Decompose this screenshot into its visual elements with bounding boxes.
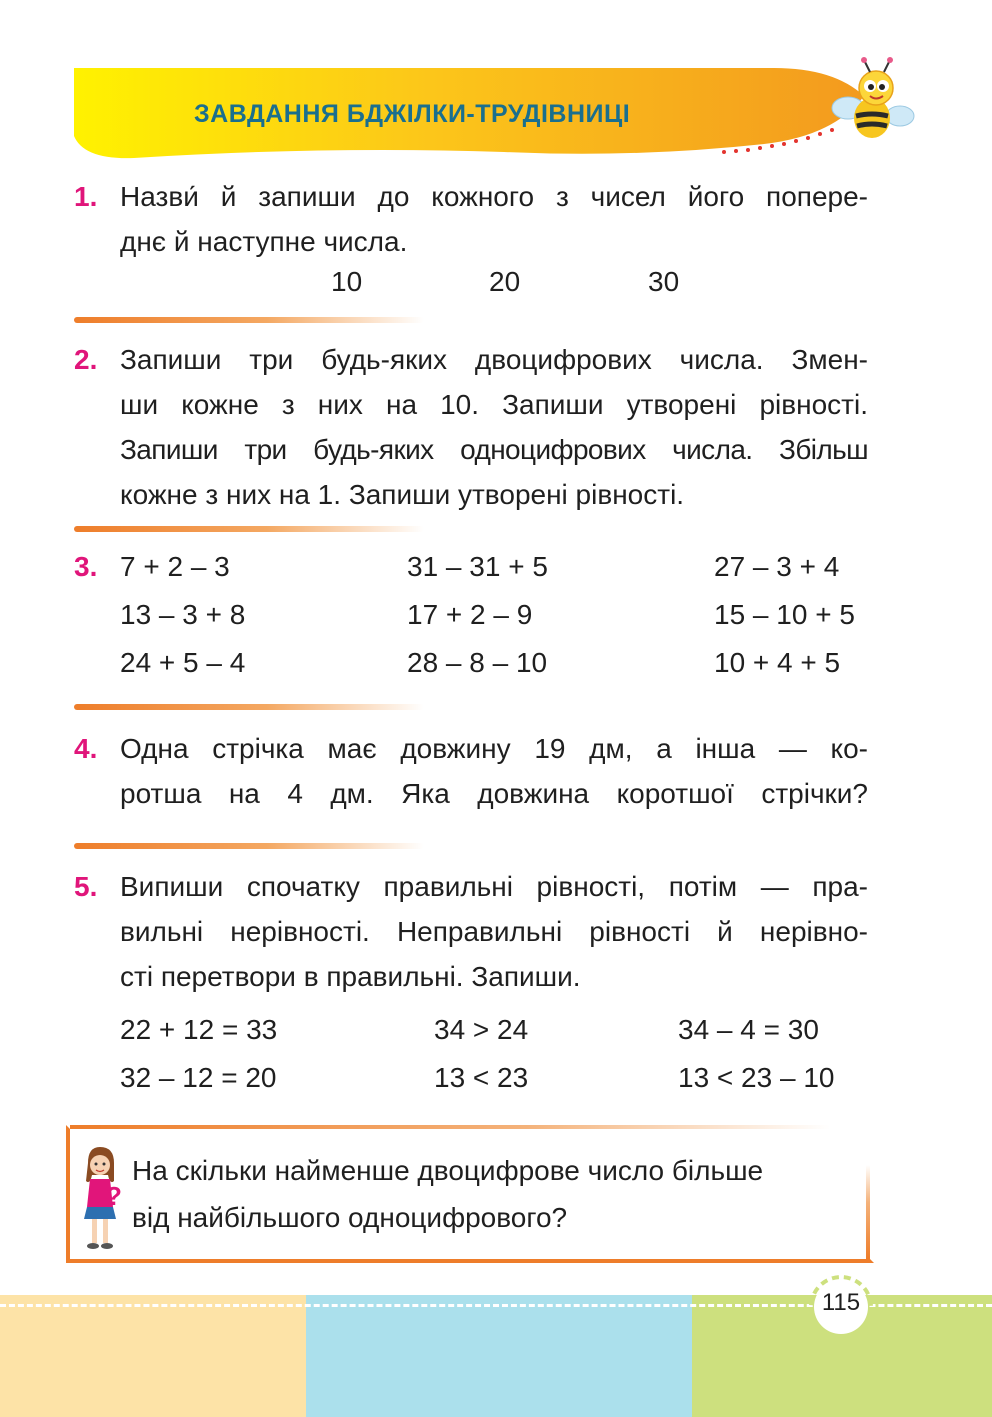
expression: 24 + 5 – 4 (120, 647, 246, 678)
task-line: ши кожне з них на 10. Запиши утворені рівності. (120, 389, 868, 420)
task-line: вильні нерівності. Неправильні рівності й нерівно- (120, 916, 868, 947)
expression: 17 + 2 – 9 (407, 599, 533, 630)
task-4 (74, 726, 874, 818)
task-2 (74, 337, 874, 517)
separator (74, 843, 424, 849)
task-line: кожне з них на 1. Запиши утворені рівності. (120, 479, 685, 510)
page-number: 115 (821, 1289, 861, 1316)
task-number: 5. (74, 871, 98, 902)
expression: 34 – 4 = 30 (678, 1014, 819, 1045)
expression: 13 – 3 + 8 (120, 599, 246, 630)
task-1 (74, 174, 874, 304)
footer-band-left (0, 1295, 306, 1417)
bee-icon (828, 56, 918, 148)
question-box (66, 1125, 870, 1259)
svg-text:?: ? (106, 1181, 122, 1211)
task-line: ротша на 4 дм. Яка довжина коротшої стрічки? (120, 778, 868, 809)
question-text (132, 1147, 862, 1241)
expression: 10 + 4 + 5 (714, 647, 841, 678)
expression: 34 > 24 (434, 1014, 529, 1045)
task-line: Запиши три будь-яких одноцифрових числа. Збільш (120, 434, 868, 465)
girl-question-icon (80, 1145, 120, 1255)
question-line: На скільки найменше двоцифрове число більше (132, 1155, 764, 1186)
expression: 13 < 23 (434, 1062, 529, 1093)
task-line: Назви́ й запиши до кожного з чисел його попере- (120, 181, 868, 212)
separator (74, 526, 424, 532)
task-number: 1. (74, 181, 98, 212)
task-number: 3. (74, 551, 98, 582)
task-line: Одна стрічка має довжину 19 дм, а інша — ко- (120, 733, 868, 764)
task-number: 2. (74, 344, 98, 375)
expression: 13 < 23 – 10 (678, 1062, 835, 1093)
expression: 22 + 12 = 33 (120, 1014, 278, 1045)
expression: 28 – 8 – 10 (407, 647, 548, 678)
task-line: днє й наступне числа. (120, 226, 408, 257)
separator (74, 317, 424, 323)
question-line: від найбільшого одноцифрового? (132, 1202, 568, 1233)
task-text (120, 174, 868, 264)
number-item: 20 (489, 266, 521, 297)
separator (74, 704, 424, 710)
task-text (120, 726, 868, 816)
task-3 (74, 543, 874, 693)
task-text (120, 337, 868, 517)
task-number: 4. (74, 733, 98, 764)
expression: 31 – 31 + 5 (407, 551, 548, 582)
page-title: ЗАВДАННЯ БДЖІЛКИ-ТРУДІВНИЦІ (194, 100, 631, 128)
header-banner (74, 66, 874, 160)
expression: 7 + 2 – 3 (120, 551, 230, 582)
task-5 (74, 864, 874, 1104)
task-line: сті перетвори в правильні. Запиши. (120, 961, 581, 992)
question-frame-right (866, 1165, 870, 1259)
expression: 27 – 3 + 4 (714, 551, 840, 582)
task-line: Випиши спочатку правильні рівності, потім — пра- (120, 871, 868, 902)
expression: 32 – 12 = 20 (120, 1062, 277, 1093)
number-item: 10 (331, 266, 363, 297)
task-line: Запиши три будь-яких двоцифрових числа. Змен- (120, 344, 868, 375)
expression: 15 – 10 + 5 (714, 599, 855, 630)
number-item: 30 (648, 266, 680, 297)
footer-band-middle (306, 1295, 692, 1417)
task-text (120, 864, 868, 999)
question-frame-top (70, 1125, 830, 1129)
